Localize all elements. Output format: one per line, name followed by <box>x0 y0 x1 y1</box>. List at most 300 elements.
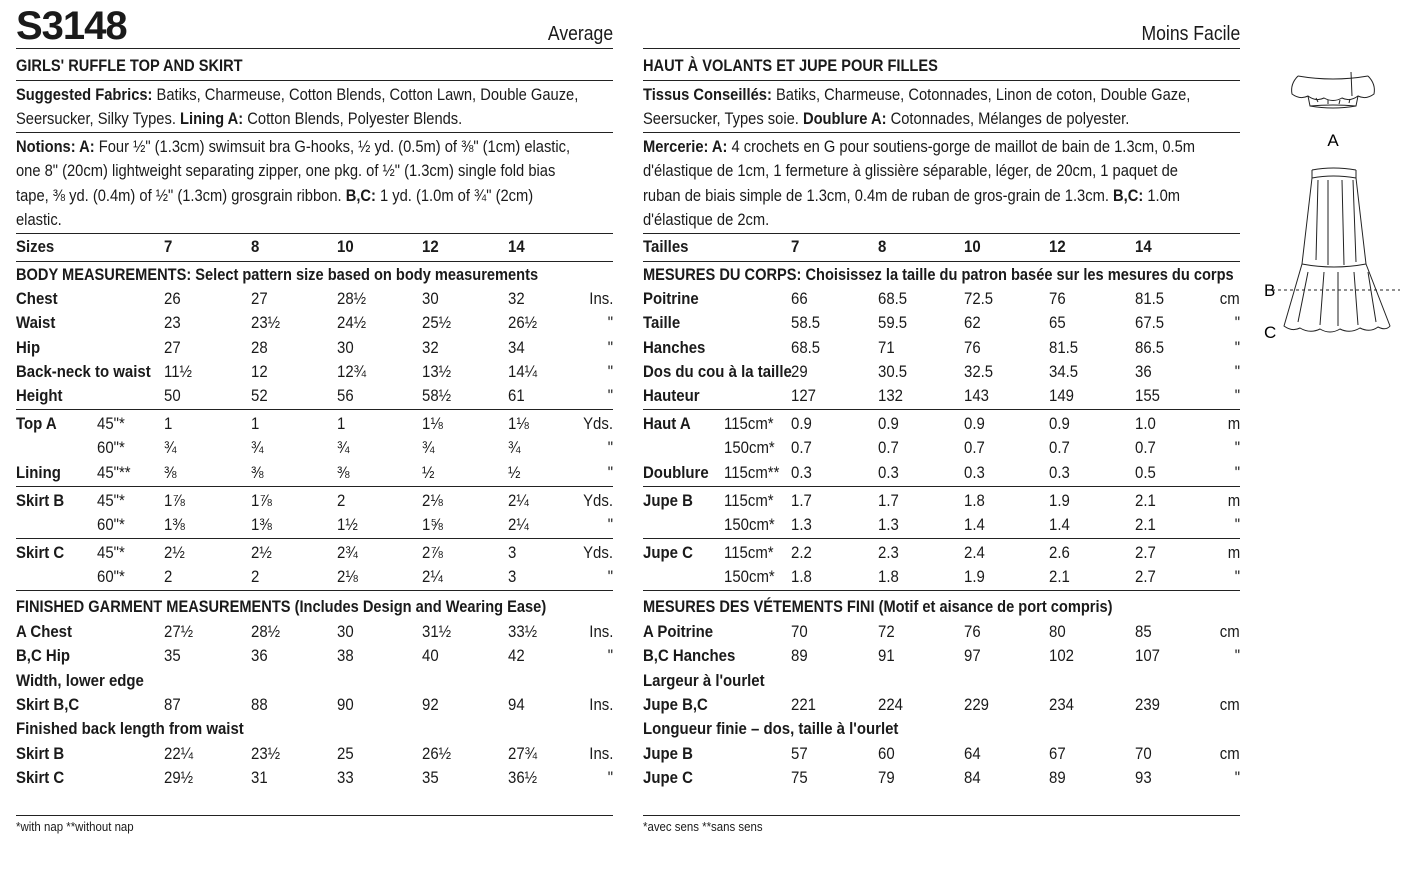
footnote: *avec sens **sans sens <box>643 819 763 834</box>
table-row <box>643 384 1240 408</box>
size-value: 26½ <box>508 313 538 333</box>
size-value: 0.7 <box>1135 438 1156 457</box>
size-value: 64 <box>964 743 981 763</box>
unit-label: " <box>607 313 613 333</box>
unit-label: m <box>1227 414 1240 433</box>
size-value: 40 <box>422 646 439 666</box>
size-value: 70 <box>791 622 808 641</box>
size-value: 0.9 <box>878 414 899 433</box>
size-value: 94 <box>508 694 525 714</box>
row-label: Jupe C <box>643 767 693 787</box>
notions-text-segment: B,C: <box>345 185 381 205</box>
row-label: B,C Hanches <box>643 646 736 666</box>
sizes-header-row <box>16 235 613 259</box>
size-value: 92 <box>422 694 439 714</box>
row-label: Jupe B,C <box>643 694 708 714</box>
size-value: 1⅞ <box>251 491 272 510</box>
size-value: 58½ <box>422 386 452 406</box>
size-value: 0.3 <box>878 463 899 482</box>
size-value: 1.7 <box>878 491 899 510</box>
size-value: 0.7 <box>878 438 899 457</box>
size-value: 33 <box>337 767 354 787</box>
size-value: 93 <box>1135 767 1152 787</box>
view-b-label: B <box>1264 281 1276 300</box>
table-row <box>643 742 1240 766</box>
row-label: Finished back length from waist <box>16 719 244 739</box>
size-value: 2¼ <box>508 491 529 510</box>
size-value: 1 <box>337 414 346 433</box>
table-row <box>643 311 1240 335</box>
fabrics-text-segment: Cotonnades, Mélanges de polyester. <box>890 109 1130 129</box>
size-value: 26 <box>164 289 181 308</box>
fabrics-text-segment: Suggested Fabrics: <box>16 85 157 104</box>
finished-measurements-title: FINISHED GARMENT MEASUREMENTS (Includes Design and Wearing Ease) <box>16 597 547 616</box>
size-value: 2 <box>251 567 260 586</box>
size-value: 38 <box>337 646 354 666</box>
unit-label: " <box>607 337 613 357</box>
table-row <box>643 669 1240 693</box>
unit-label: " <box>1234 463 1240 482</box>
unit-label: Ins. <box>588 743 613 763</box>
divider <box>643 233 1240 234</box>
tiered-skirt-drawing <box>1272 168 1400 332</box>
size-value: 1.9 <box>964 567 985 586</box>
fabrics-line <box>16 83 613 107</box>
size-value: 14¼ <box>508 361 538 381</box>
table-row <box>16 693 613 717</box>
table-row <box>16 360 613 384</box>
size-value: 97 <box>964 646 981 666</box>
unit-label: Yds. <box>583 491 613 510</box>
divider <box>643 80 1240 81</box>
table-row <box>643 436 1240 460</box>
table-row <box>643 620 1240 644</box>
size-value: 76 <box>1049 289 1066 308</box>
size-value: 27¾ <box>508 743 538 763</box>
size-value: 86.5 <box>1135 337 1165 357</box>
size-value: 2.1 <box>1135 491 1156 510</box>
divider <box>16 815 613 816</box>
fabric-width: 115cm** <box>724 463 780 482</box>
size-value: 14 <box>508 237 525 256</box>
row-label: Height <box>16 386 63 406</box>
size-value: 2½ <box>251 543 272 562</box>
notions-line <box>643 208 1240 232</box>
row-label: A Chest <box>16 622 72 641</box>
size-value: 0.3 <box>1049 463 1070 482</box>
size-value: 25½ <box>422 313 452 333</box>
divider <box>643 590 1240 591</box>
pattern-number: S3148 <box>16 4 127 48</box>
size-value: 71 <box>878 337 895 357</box>
size-value: 239 <box>1135 694 1160 714</box>
table-row <box>16 287 613 311</box>
size-value: 23 <box>164 313 181 333</box>
unit-label: " <box>607 361 613 381</box>
table-row <box>16 565 613 589</box>
table-row <box>643 717 1240 741</box>
notions-text-segment: Four ½" (1.3cm) swimsuit bra G-hooks, ½ yd. (0.5m) of ⅜" (1cm) elastic, <box>98 137 571 156</box>
fabric-width: 45"* <box>97 543 125 562</box>
size-value: 2⅞ <box>422 543 443 562</box>
size-value: 33½ <box>508 622 538 641</box>
body-measurements-title: MESURES DU CORPS: Choisissez la taille du patron basée sur les mesures du corps <box>643 265 1234 284</box>
size-value: 1⅛ <box>508 414 529 433</box>
sizes-header-row <box>643 235 1240 259</box>
size-value: 66 <box>791 289 808 308</box>
row-label: Chest <box>16 289 58 308</box>
size-value: 28 <box>251 337 268 357</box>
size-value: 22¼ <box>164 743 194 763</box>
size-value: 1.3 <box>878 515 899 534</box>
size-value: 1.9 <box>1049 491 1070 510</box>
size-value: 32 <box>422 337 439 357</box>
size-value: 31 <box>251 767 268 787</box>
size-value: 1⅜ <box>251 515 272 534</box>
size-value: 0.3 <box>964 463 985 482</box>
notions-line <box>16 135 613 159</box>
size-value: 107 <box>1135 646 1160 666</box>
size-value: ¾ <box>251 438 264 457</box>
table-row <box>643 766 1240 790</box>
size-value: 76 <box>964 337 981 357</box>
unit-label: " <box>1234 767 1240 787</box>
unit-label: cm <box>1220 622 1240 641</box>
size-value: 61 <box>508 386 525 406</box>
pattern-title: GIRLS' RUFFLE TOP AND SKIRT <box>16 56 243 75</box>
size-value: 87 <box>164 694 181 714</box>
size-value: 1⅞ <box>164 491 185 510</box>
size-value: 76 <box>964 622 981 641</box>
row-label: Jupe B <box>643 743 693 763</box>
table-row <box>643 541 1240 565</box>
size-value: 2½ <box>164 543 185 562</box>
unit-label: " <box>1234 361 1240 381</box>
size-value: 28½ <box>337 289 367 308</box>
fabrics-line <box>643 107 1240 131</box>
size-value: 1.8 <box>791 567 812 586</box>
divider <box>643 261 1240 262</box>
size-value: 0.7 <box>791 438 812 457</box>
table-row <box>16 384 613 408</box>
footnote: *with nap **without nap <box>16 819 134 834</box>
unit-label: " <box>607 767 613 787</box>
size-value: 2.7 <box>1135 543 1156 562</box>
size-value: 1.7 <box>791 491 812 510</box>
fabric-width: 45"* <box>97 491 125 510</box>
size-value: 2 <box>337 491 346 510</box>
table-row <box>16 620 613 644</box>
pattern-title: HAUT À VOLANTS ET JUPE POUR FILLES <box>643 56 938 75</box>
divider <box>16 538 613 539</box>
size-value: 32.5 <box>964 361 994 381</box>
fabrics-line <box>16 107 613 131</box>
table-row <box>643 360 1240 384</box>
divider <box>643 409 1240 410</box>
fabrics-text-segment: Doublure A: <box>802 109 891 129</box>
size-value: 58.5 <box>791 313 821 333</box>
fabric-width: 60"* <box>97 438 125 457</box>
size-value: 75 <box>791 767 808 787</box>
notions-text-segment: 4 crochets en G pour soutiens-gorge de maillot de bain de 1.3cm, 0.5m <box>731 137 1196 156</box>
unit-label: Yds. <box>583 543 613 562</box>
size-value: 0.9 <box>791 414 812 433</box>
size-value: 62 <box>964 313 981 333</box>
size-value: 65 <box>1049 313 1066 333</box>
size-value: 7 <box>164 237 173 256</box>
divider <box>643 486 1240 487</box>
table-row <box>16 644 613 668</box>
fabric-width: 115cm* <box>724 414 774 433</box>
unit-label: Yds. <box>583 414 613 433</box>
size-value: 23½ <box>251 743 281 763</box>
row-label: Hip <box>16 337 41 357</box>
size-value: 8 <box>878 237 887 256</box>
size-value: 25 <box>337 743 354 763</box>
notions-text-segment: d'élastique de 2cm. <box>643 209 770 229</box>
size-value: 224 <box>878 694 903 714</box>
size-value: ¾ <box>508 438 521 457</box>
size-value: 72 <box>878 622 895 641</box>
divider <box>16 261 613 262</box>
size-value: 8 <box>251 237 260 256</box>
size-value: 221 <box>791 694 816 714</box>
size-value: 102 <box>1049 646 1074 666</box>
row-label: Doublure <box>643 463 709 482</box>
body-measurements-title: BODY MEASUREMENTS: Select pattern size based on body measurements <box>16 265 539 284</box>
row-label: Tailles <box>643 237 689 256</box>
fabric-width: 150cm* <box>724 567 775 586</box>
size-value: 30 <box>337 337 354 357</box>
fabric-width: 150cm* <box>724 515 775 534</box>
size-value: 1⅝ <box>422 515 443 534</box>
size-value: 2.7 <box>1135 567 1156 586</box>
size-value: 90 <box>337 694 354 714</box>
row-label: Poitrine <box>643 289 699 308</box>
table-row <box>643 336 1240 360</box>
size-value: 84 <box>964 767 981 787</box>
size-value: 234 <box>1049 694 1074 714</box>
fabrics-text-segment: Batiks, Charmeuse, Cotonnades, Linon de coton, Double Gaze, <box>775 85 1191 104</box>
divider <box>643 48 1240 49</box>
size-value: 36 <box>1135 361 1152 381</box>
table-row <box>643 489 1240 513</box>
row-label: Longueur finie – dos, taille à l'ourlet <box>643 719 899 739</box>
size-value: 3 <box>508 567 517 586</box>
size-value: 30 <box>422 289 439 308</box>
fabrics-text-segment: Tissus Conseillés: <box>643 85 776 104</box>
size-value: 14 <box>1135 237 1152 256</box>
size-value: 2⅛ <box>337 567 358 586</box>
divider <box>16 486 613 487</box>
size-value: 149 <box>1049 386 1074 406</box>
size-value: 1.3 <box>791 515 812 534</box>
table-row <box>643 513 1240 537</box>
unit-label: Ins. <box>588 289 613 308</box>
fabric-width: 115cm* <box>724 491 774 510</box>
size-value: 35 <box>164 646 181 666</box>
size-value: 28½ <box>251 622 281 641</box>
fabrics-text-segment: Seersucker, Types soie. <box>643 109 803 129</box>
row-label: Taille <box>643 313 681 333</box>
row-label: Largeur à l'ourlet <box>643 670 765 690</box>
fabrics-text-segment: Batiks, Charmeuse, Cotton Blends, Cotton Lawn, Double Gauze, <box>156 85 579 104</box>
size-value: ½ <box>508 463 521 482</box>
size-value: 1.8 <box>878 567 899 586</box>
size-value: 29 <box>791 361 808 381</box>
row-label: Skirt B <box>16 743 65 763</box>
size-value: 60 <box>878 743 895 763</box>
fabrics-text-segment: Seersucker, Silky Types. <box>16 109 181 129</box>
notions-text-segment: 1 yd. (1.0m of ¾" (2cm) <box>380 185 534 205</box>
row-label: Top A <box>16 414 57 433</box>
size-value: 32 <box>508 289 525 308</box>
notions-text-segment: B,C: <box>1113 185 1148 205</box>
size-value: 30.5 <box>878 361 908 381</box>
table-row <box>643 412 1240 436</box>
size-value: 12 <box>251 361 268 381</box>
size-value: 67.5 <box>1135 313 1165 333</box>
size-value: 91 <box>878 646 895 666</box>
size-value: 72.5 <box>964 289 994 308</box>
row-label: Lining <box>16 463 61 482</box>
fabric-width: 60"* <box>97 567 125 586</box>
view-a-label: A <box>1327 131 1339 150</box>
size-value: 67 <box>1049 743 1066 763</box>
size-value: 70 <box>1135 743 1152 763</box>
row-label: Hanches <box>643 337 706 357</box>
unit-label: m <box>1227 543 1240 562</box>
row-label: A Poitrine <box>643 622 714 641</box>
unit-label: " <box>607 386 613 406</box>
size-value: 0.7 <box>1049 438 1070 457</box>
size-value: 0.9 <box>1049 414 1070 433</box>
row-label: Dos du cou à la taille <box>643 361 792 381</box>
size-value: 23½ <box>251 313 281 333</box>
size-value: 27 <box>251 289 268 308</box>
table-row <box>643 287 1240 311</box>
garment-illustration <box>1258 60 1408 360</box>
size-value: 68.5 <box>791 337 821 357</box>
notions-line <box>643 184 1240 208</box>
size-value: 89 <box>791 646 808 666</box>
row-label: Skirt B,C <box>16 694 80 714</box>
table-row <box>643 565 1240 589</box>
size-value: 29½ <box>164 767 194 787</box>
divider <box>16 233 613 234</box>
size-value: 12 <box>422 237 439 256</box>
size-value: 26½ <box>422 743 452 763</box>
size-value: 2.6 <box>1049 543 1070 562</box>
size-value: 127 <box>791 386 816 406</box>
fabric-width: 115cm* <box>724 543 774 562</box>
size-value: 35 <box>422 767 439 787</box>
divider <box>643 538 1240 539</box>
size-value: 0.3 <box>791 463 812 482</box>
table-row <box>16 311 613 335</box>
size-value: 36½ <box>508 767 538 787</box>
size-value: 1.8 <box>964 491 985 510</box>
difficulty-label: Moins Facile <box>1141 23 1240 45</box>
size-value: 2.2 <box>791 543 812 562</box>
row-label: Back-neck to waist <box>16 361 151 381</box>
divider <box>643 132 1240 133</box>
row-label: Hauteur <box>643 386 700 406</box>
fabric-width: 60"* <box>97 515 125 534</box>
notions-text-segment: Mercerie: A: <box>643 137 732 156</box>
difficulty-label: Average <box>547 23 613 45</box>
notions-line <box>16 159 613 183</box>
notions-line <box>16 208 613 232</box>
size-value: 68.5 <box>878 289 908 308</box>
size-value: ⅜ <box>337 463 350 482</box>
size-value: ¾ <box>164 438 177 457</box>
size-value: 36 <box>251 646 268 666</box>
size-value: ½ <box>422 463 435 482</box>
size-value: 155 <box>1135 386 1160 406</box>
unit-label: " <box>607 438 613 457</box>
notions-line <box>643 159 1240 183</box>
fabric-width: 45"** <box>97 463 131 482</box>
size-value: 1⅛ <box>422 414 443 433</box>
size-value: 2¼ <box>508 515 529 534</box>
unit-label: " <box>607 515 613 534</box>
table-row <box>643 644 1240 668</box>
size-value: 34 <box>508 337 525 357</box>
size-value: 50 <box>164 386 181 406</box>
row-label: Skirt C <box>16 543 65 562</box>
unit-label: " <box>1234 515 1240 534</box>
size-value: 2.3 <box>878 543 899 562</box>
unit-label: Ins. <box>588 694 613 714</box>
fabrics-text-segment: Cotton Blends, Polyester Blends. <box>247 109 463 129</box>
size-value: 143 <box>964 386 989 406</box>
size-value: 85 <box>1135 622 1152 641</box>
table-row <box>16 461 613 485</box>
notions-text-segment: ruban de biais simple de 1.3cm, 0.4m de ruban de gros-grain de 1.3cm. <box>643 185 1114 205</box>
size-value: 1.4 <box>964 515 985 534</box>
divider <box>16 132 613 133</box>
size-value: 1 <box>164 414 173 433</box>
notions-text-segment: 1.0m <box>1147 185 1181 205</box>
size-value: 3 <box>508 543 517 562</box>
size-value: 229 <box>964 694 989 714</box>
unit-label: cm <box>1220 743 1240 763</box>
size-value: 27½ <box>164 622 194 641</box>
size-value: 42 <box>508 646 525 666</box>
size-value: ⅜ <box>164 463 177 482</box>
table-row <box>16 742 613 766</box>
table-row <box>16 489 613 513</box>
notions-text-segment: one 8" (20cm) lightweight separating zipper, one pkg. of ½" (1.3cm) single fold bias <box>16 161 556 181</box>
unit-label: " <box>607 646 613 666</box>
table-row <box>16 766 613 790</box>
size-value: ¾ <box>422 438 435 457</box>
size-value: 30 <box>337 622 354 641</box>
table-row <box>16 336 613 360</box>
size-value: 52 <box>251 386 268 406</box>
notions-text-segment: elastic. <box>16 209 62 229</box>
size-value: 1½ <box>337 515 358 534</box>
unit-label: cm <box>1220 694 1240 714</box>
notions-line <box>16 184 613 208</box>
table-row <box>16 436 613 460</box>
table-row <box>643 693 1240 717</box>
size-value: 13½ <box>422 361 452 381</box>
notions-line <box>643 135 1240 159</box>
row-label: Jupe C <box>643 543 693 562</box>
size-value: 12¾ <box>337 361 367 381</box>
